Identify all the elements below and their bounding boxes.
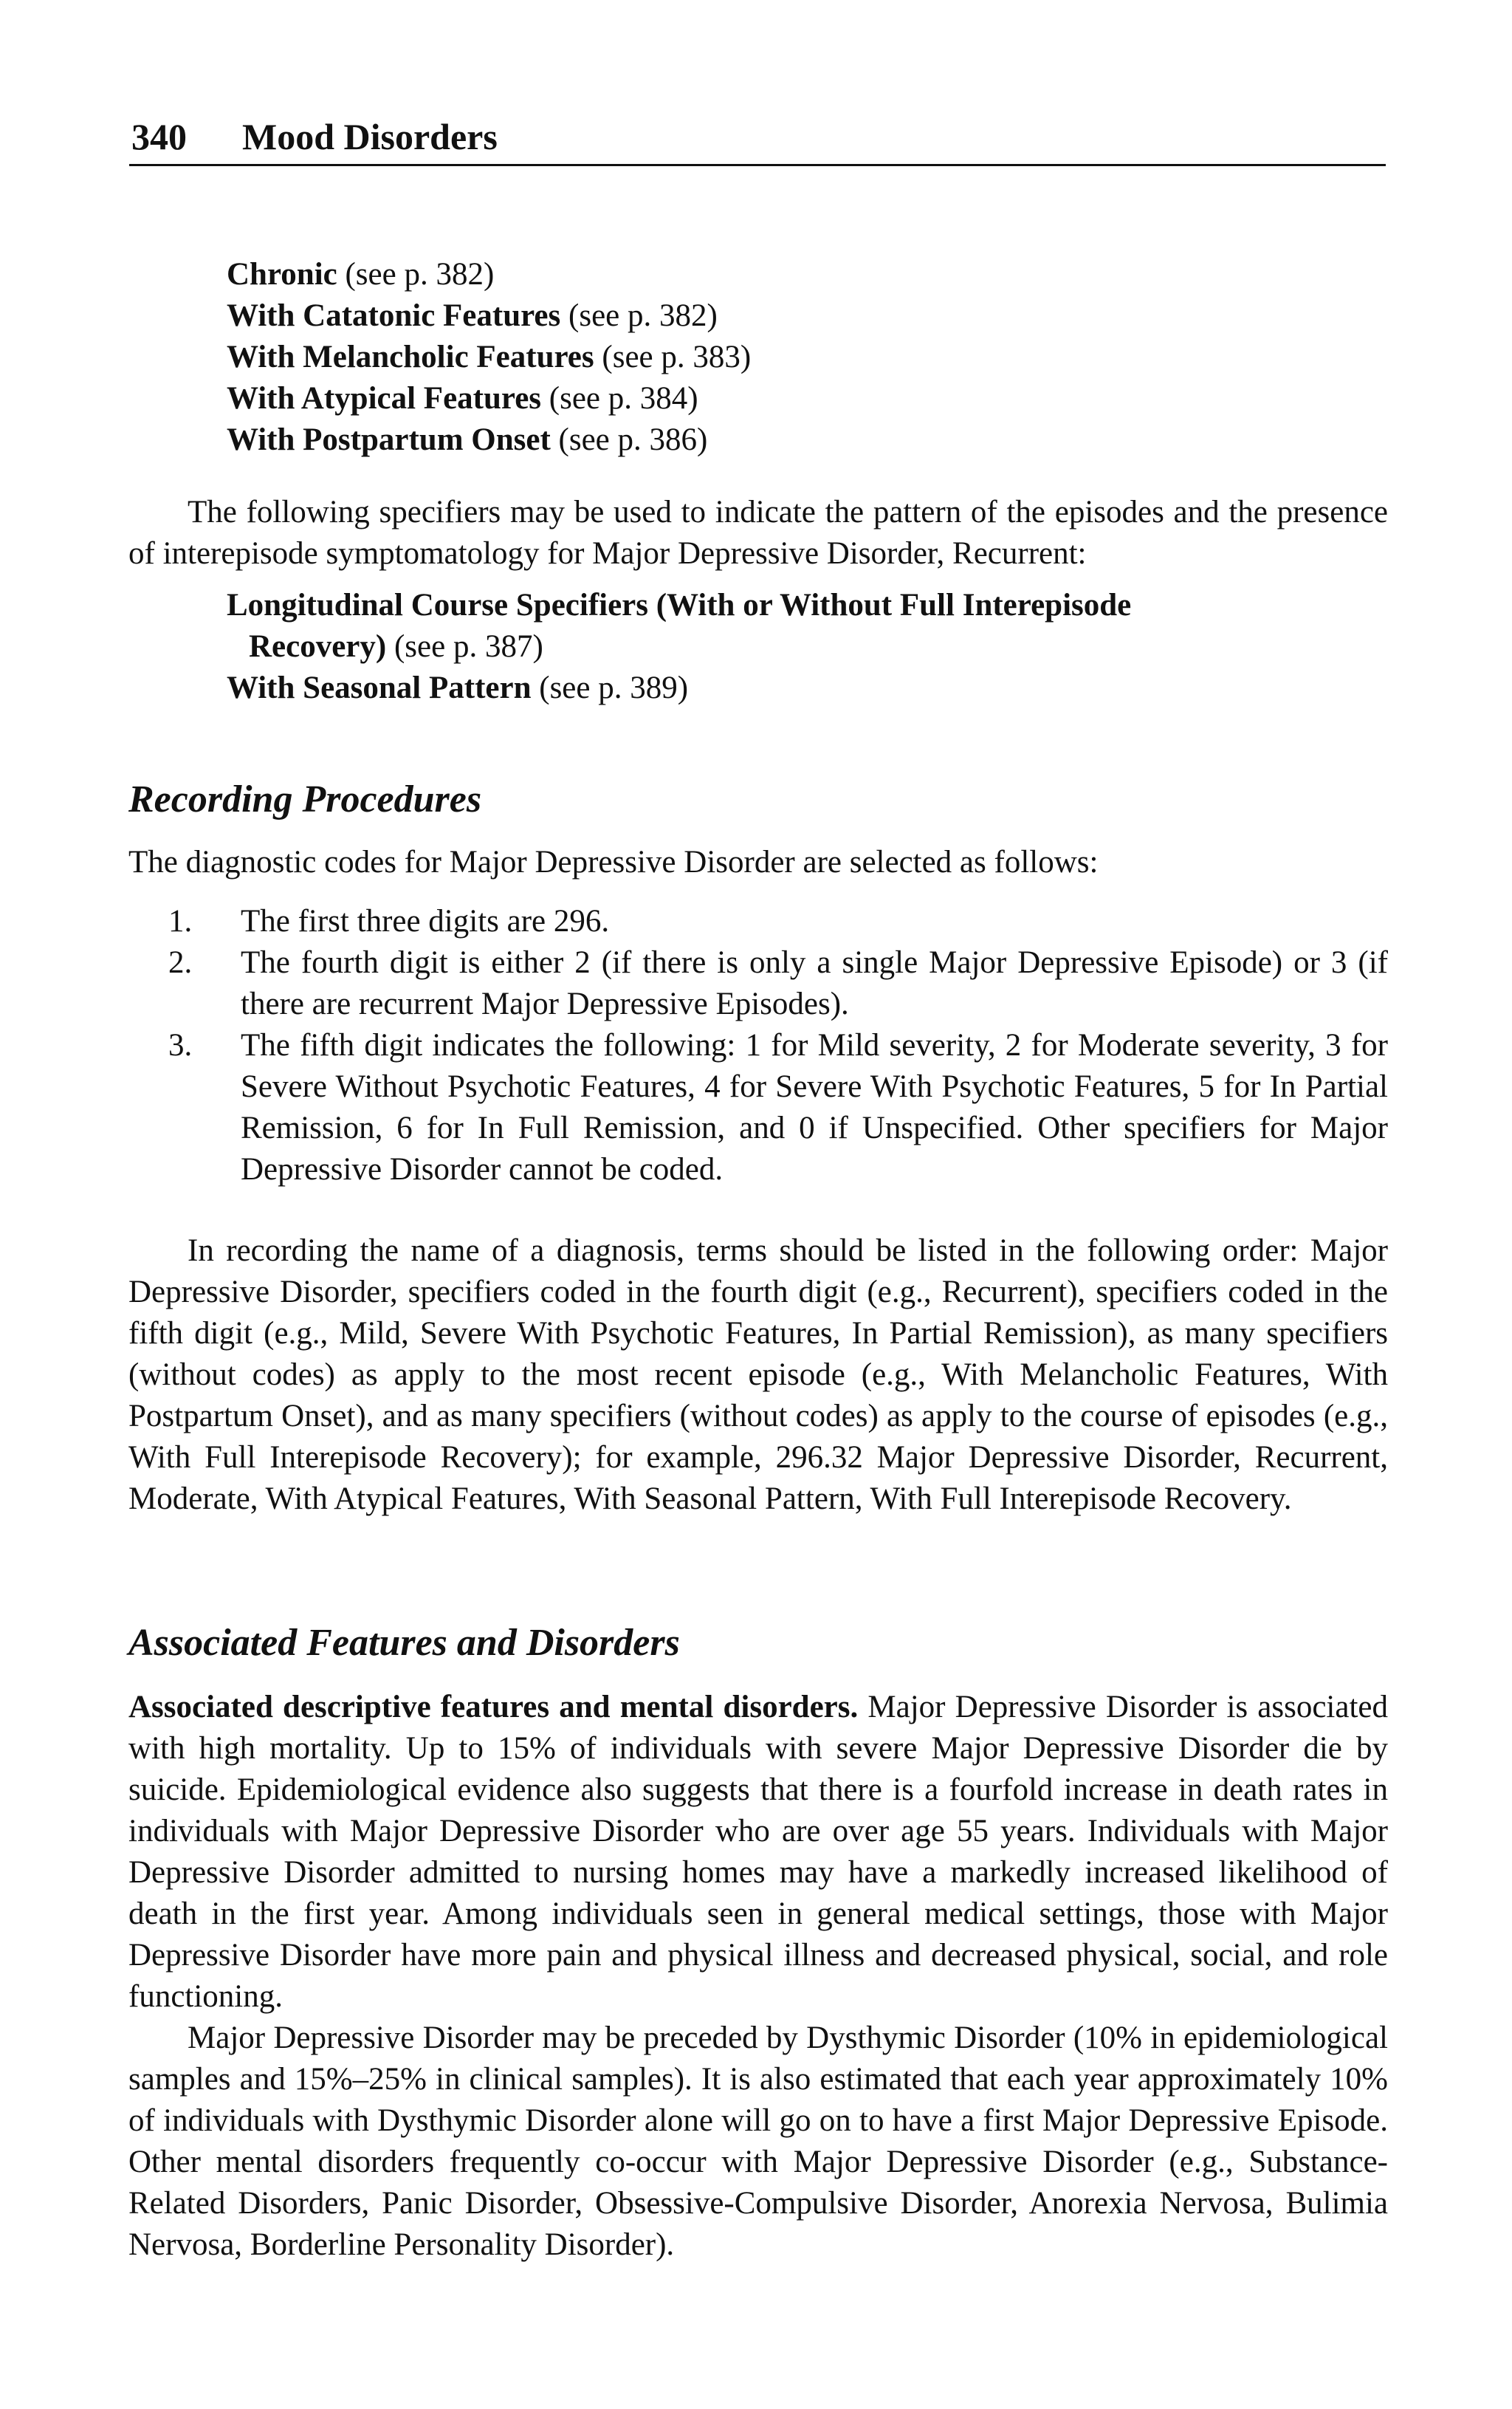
specifier-postpartum [227, 419, 1378, 461]
specifier-chronic [227, 254, 1378, 295]
specifier-name: Recovery) [249, 629, 387, 664]
course-intro-paragraph: The following specifiers may be used to indicate the pattern of the episodes and the presence of interepisode symptomatology for Major Depressive Disorder, Recurrent: [128, 495, 1388, 571]
recording-order-block [128, 1230, 1388, 1520]
item-text: The fifth digit indicates the following: 1 for Mild severity, 2 for Moderate severity, 3 for Severe Without Psychotic Features, 4 for Severe With Psychotic Features, 5 for In Partial Remission, 6 for In Full Remission, and 0 if Unspecified. Other specifiers for Major Depressive Disorder cannot be coded. [241, 1028, 1388, 1187]
specifier-atypical [227, 378, 1378, 419]
specifier-name: With Atypical Features [227, 381, 542, 416]
specifier-longitudinal-cont [227, 626, 1386, 668]
running-head [131, 111, 1386, 162]
paragraph-text: Major Depressive Disorder is associated with high mortality. Up to 15% of individuals with severe Major Depressive Disorder die by suicide. Epidemiological evidence also suggests that there is a fourfold increase in death rates in individuals with Major Depressive Disorder who are over age 55 years. Individuals with Major Depressive Disorder admitted to nursing homes may have a markedly increased likelihood of death in the first year. Among individuals seen in general medical settings, those with Major Depressive Disorder have more pain and physical illness and decreased physical, social, and role functioning. [128, 1690, 1388, 2014]
list-item [168, 901, 1388, 942]
list-item [168, 942, 1388, 1025]
specifier-ref: (see p. 382) [337, 257, 495, 292]
running-title: Mood Disorders [242, 116, 498, 157]
associated-paragraph-2: Major Depressive Disorder may be preceded by Dysthymic Disorder (10% in epidemiological samples and 15%–25% in clinical samples). It is also estimated that each year approximately 10% of individuals with Dysthymic Disorder alone will go on to have a first Major Depressive Episode. Other mental disorders frequently co-occur with Major Depressive Disorder (e.g., Substance-Related Disorders, Panic Disorder, Obsessive-Compulsive Disorder, Anorexia Nervosa, Bulimia Nervosa, Borderline Personality Disorder). [128, 2021, 1388, 2262]
course-intro-block [128, 492, 1388, 575]
page-number: 340 [131, 116, 187, 157]
specifier-melancholic [227, 337, 1378, 378]
section-heading-recording-procedures: Recording Procedures [128, 778, 482, 820]
specifier-ref: (see p. 383) [594, 340, 752, 374]
specifier-ref: (see p. 384) [541, 381, 698, 416]
specifier-catatonic [227, 295, 1378, 337]
item-text: The first three digits are 296. [241, 904, 610, 939]
specifier-ref: (see p. 386) [550, 422, 708, 457]
runin-heading: Associated descriptive features and mental disorders. [128, 1690, 859, 1724]
specifier-ref: (see p. 382) [560, 298, 718, 333]
specifier-name: With Catatonic Features [227, 298, 561, 333]
recording-intro-block [128, 842, 1388, 883]
header-rule [129, 164, 1386, 166]
list-item [168, 1025, 1388, 1190]
recording-steps-list [168, 901, 1388, 1190]
associated-block [128, 1687, 1388, 2266]
associated-paragraph-1 [128, 1687, 1388, 2018]
specifier-name: With Postpartum Onset [227, 422, 551, 457]
item-number: 2. [168, 945, 193, 980]
recording-intro: The diagnostic codes for Major Depressive Disorder are selected as follows: [128, 845, 1099, 880]
item-text: The fourth digit is either 2 (if there is only a single Major Depressive Episode) or 3 (if there are recurrent Major Depressive Episodes). [241, 945, 1388, 1021]
specifier-longitudinal [227, 585, 1386, 626]
specifier-seasonal [227, 668, 1386, 709]
episode-specifier-list [227, 254, 1378, 461]
item-number: 1. [168, 904, 193, 939]
specifier-name: With Seasonal Pattern [227, 671, 532, 705]
specifier-name: With Melancholic Features [227, 340, 594, 374]
specifier-ref: (see p. 389) [531, 671, 689, 705]
recording-order-paragraph: In recording the name of a diagnosis, terms should be listed in the following order: Major Depressive Disorder, specifiers coded in the fourth digit (e.g., Recurrent), specifiers coded in the fifth digit (e.g., Mild, Severe With Psychotic Features, In Partial Remission), as many specifiers (without codes) as apply to the most recent episode (e.g., With Melancholic Features, With Postpartum Onset), and as many specifiers (without codes) as apply to the course of episodes (e.g., With Full Interepisode Recovery); for example, 296.32 Major Depressive Disorder, Recurrent, Moderate, With Atypical Features, With Seasonal Pattern, With Full Interepisode Recovery. [128, 1233, 1388, 1516]
item-number: 3. [168, 1028, 193, 1063]
specifier-name: Longitudinal Course Specifiers (With or Without Full Interepisode [227, 588, 1132, 623]
specifier-name: Chronic [227, 257, 337, 292]
course-specifier-list [227, 585, 1386, 709]
section-heading-associated-features: Associated Features and Disorders [128, 1622, 680, 1664]
specifier-ref: (see p. 387) [386, 629, 543, 664]
